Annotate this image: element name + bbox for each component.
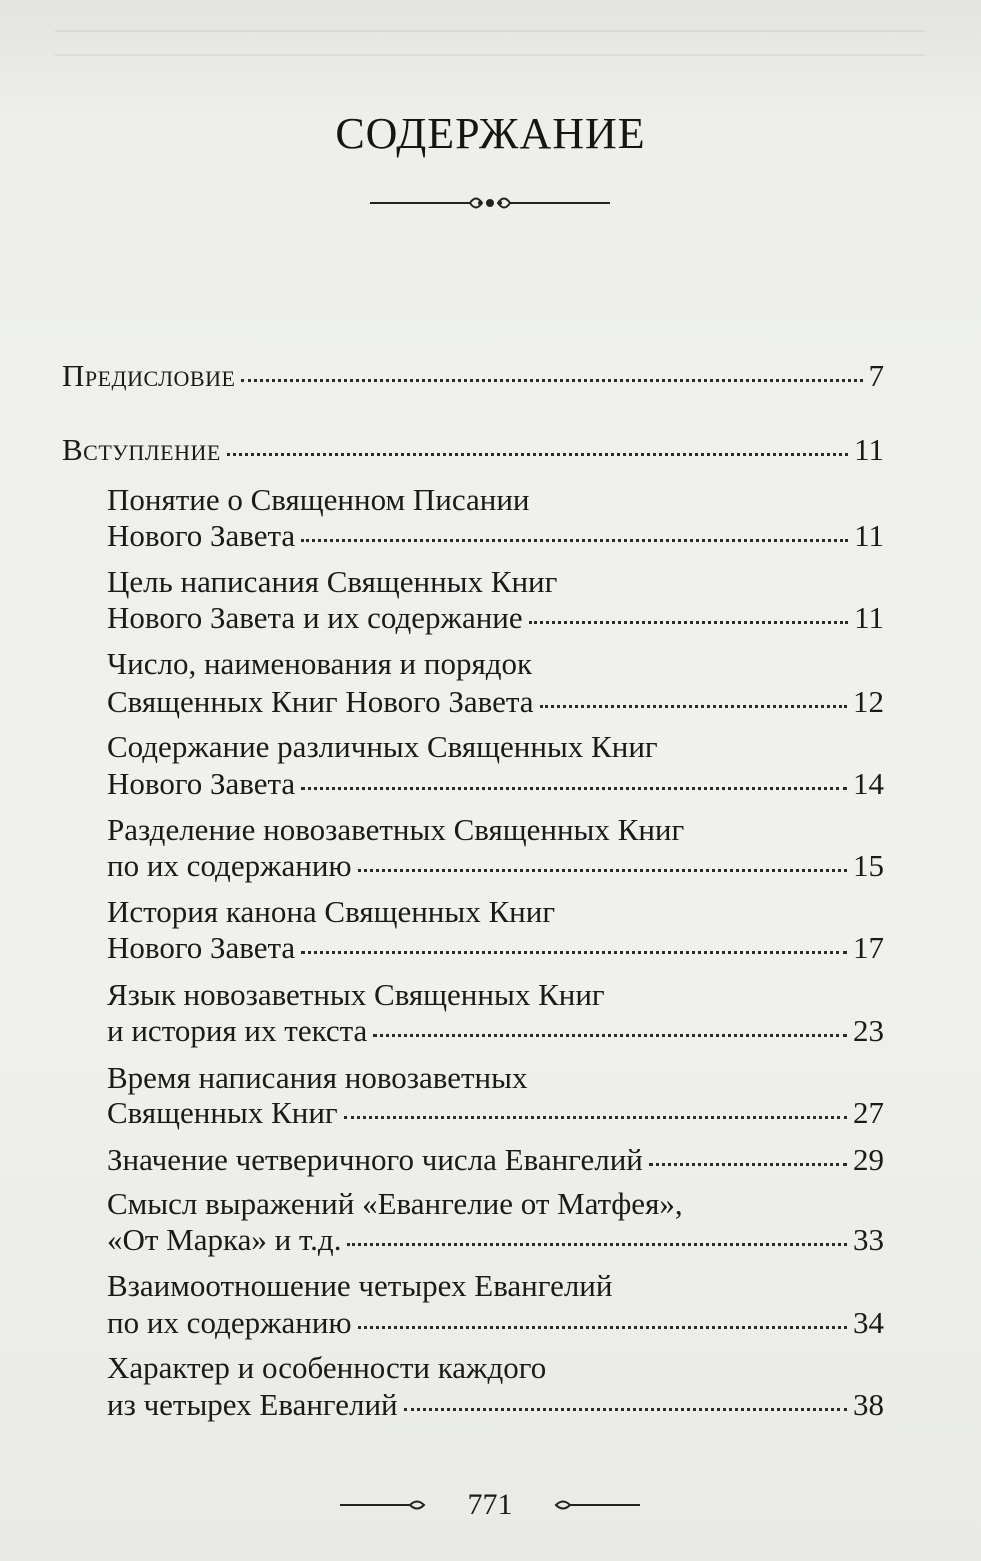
toc-entry-title-cont: Нового Завета и их содержание xyxy=(107,600,523,635)
toc-entry-title: Содержание различных Священных Книг xyxy=(107,729,658,764)
toc-entry-title-cont: «От Марка» и т.д. xyxy=(107,1222,342,1257)
toc-page-number: 14 xyxy=(853,766,884,801)
toc-entry-title-cont: и история их текста xyxy=(107,1013,368,1048)
toc-entry-title-cont: Нового Завета xyxy=(107,930,296,965)
toc-entry-title: Язык новозаветных Священных Книг xyxy=(107,977,605,1012)
toc-entry-title: Число, наименования и порядок xyxy=(107,646,533,681)
toc-entry-title-cont: по их содержанию xyxy=(107,1305,352,1340)
toc-leader xyxy=(301,785,847,790)
toc-entry-title-cont: Священных Книг Нового Завета xyxy=(107,684,534,719)
toc-entry-title: Смысл выражений «Евангелие от Матфея», xyxy=(107,1186,683,1221)
toc-entry-title-cont: Нового Завета xyxy=(107,766,296,801)
page-footer xyxy=(340,1485,640,1525)
toc-leader xyxy=(227,451,848,456)
toc-leader xyxy=(373,1032,847,1037)
toc-entry-title: Разделение новозаветных Священных Книг xyxy=(107,812,685,847)
toc-leader xyxy=(529,619,849,624)
toc-page-number: 23 xyxy=(853,1013,884,1048)
page-title: СОДЕРЖАНИЕ xyxy=(335,109,646,158)
toc-page-number: 29 xyxy=(853,1142,884,1177)
toc-page-number: 11 xyxy=(854,432,884,467)
toc-page-number: 11 xyxy=(854,518,884,553)
toc-leader xyxy=(358,1324,847,1329)
toc-entry-title: Вступление xyxy=(62,432,221,467)
ornament-divider xyxy=(360,190,620,216)
toc-entry-title-cont: Нового Завета xyxy=(107,518,296,553)
toc-entry-title: Цель написания Священных Книг xyxy=(107,564,558,599)
toc-page-number: 17 xyxy=(853,930,884,965)
toc-entry-title: Значение четверичного числа Евангелий xyxy=(107,1142,643,1177)
toc-entry-title: Время написания новозаветных xyxy=(107,1060,528,1095)
header-rule xyxy=(55,30,925,56)
toc-page-number: 12 xyxy=(853,684,884,719)
toc-leader xyxy=(344,1114,847,1119)
toc-page-number: 33 xyxy=(853,1222,884,1257)
toc-entry-title-cont: из четырех Евангелий xyxy=(107,1387,398,1422)
toc-leader xyxy=(301,537,848,542)
toc-page-number: 15 xyxy=(853,848,884,883)
toc-leader xyxy=(241,377,862,382)
toc-entry-title-cont: Священных Книг xyxy=(107,1095,338,1130)
toc-page-number: 34 xyxy=(853,1305,884,1340)
toc-page-number: 38 xyxy=(853,1387,884,1422)
toc-entry-title-cont: по их содержанию xyxy=(107,848,352,883)
toc-entry-title: Предисловие xyxy=(62,358,236,393)
toc-leader xyxy=(358,867,847,872)
toc-page-number: 27 xyxy=(853,1095,884,1130)
toc-leader xyxy=(404,1406,847,1411)
toc-page-number: 11 xyxy=(854,600,884,635)
toc-page-number: 7 xyxy=(868,358,884,393)
toc-entry-title: Понятие о Священном Писании xyxy=(107,482,530,517)
toc-entry-title: Взаимоотношение четырех Евангелий xyxy=(107,1268,613,1303)
toc-leader xyxy=(301,949,847,954)
toc-leader xyxy=(347,1241,847,1246)
page-number: 771 xyxy=(467,1488,513,1521)
toc-entry-title: Характер и особенности каждого xyxy=(107,1350,547,1385)
toc-leader xyxy=(649,1161,847,1166)
toc-leader xyxy=(540,703,847,708)
toc-entry-title: История канона Священных Книг xyxy=(107,894,556,929)
